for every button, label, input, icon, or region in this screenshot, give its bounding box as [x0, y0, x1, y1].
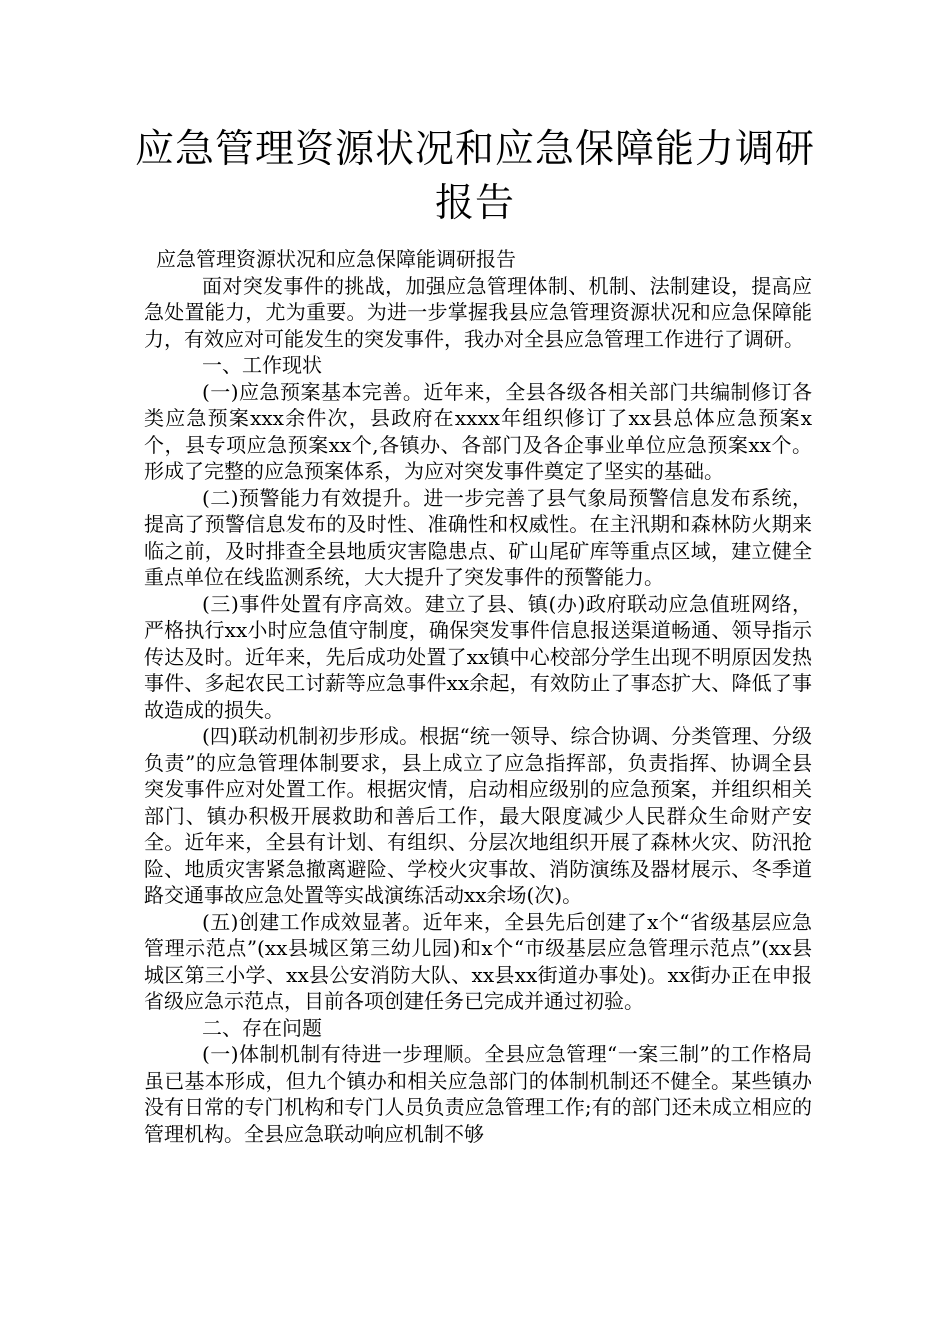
document-subtitle: 应急管理资源状况和应急保障能调研报告 — [156, 247, 516, 271]
paragraph-demonstration-sites: (五)创建工作成效显著。近年来，全县先后创建了x个“省级基层应急管理示范点”(xx县城区第三幼儿园)和x个“市级基层应急管理示范点”(xx县城区第三小学、xx县公安消防大队、xx县xx街道办事处)。xx街办正在申报省级应急示范点，目前各项创建任务已完成并通过初验。 — [144, 909, 812, 1013]
section-heading-problems: 二、存在问题 — [202, 1015, 322, 1040]
paragraph-system-mechanism: (一)体制机制有待进一步理顺。全县应急管理“一案三制”的工作格局虽已基本形成，但九个镇办和相关应急部门的体制机制还不健全。某些镇办没有日常的专门机构和专门人员负责应急管理工作;有的部门还未成立相应的管理机构。全县应急联动响应机制不够 — [144, 1042, 812, 1146]
paragraph-incident-handling: (三)事件处置有序高效。建立了县、镇(办)政府联动应急值班网络，严格执行xx小时应急值守制度，确保突发事件信息报送渠道畅通、领导指示传达及时。近年来，先后成功处置了xx镇中心校部分学生出现不明原因发热事件、多起农民工讨薪等应急事件xx余起，有效防止了事态扩大、降低了事故造成的损失。 — [144, 591, 812, 722]
paragraph-linkage-mechanism: (四)联动机制初步形成。根据“统一领导、综合协调、分类管理、分级负责”的应急管理体制要求，县上成立了应急指挥部，负责指挥、协调全县突发事件应对处置工作。根据灾情，启动相应级别的应急预案，并组织相关部门、镇办积极开展救助和善后工作，最大限度减少人民群众生命财产安全。近年来，全县有计划、有组织、分层次地组织开展了森林火灾、防汛抢险、地质灾害紧急撤离避险、学校火灾事故、消防演练及器材展示、冬季道路交通事故应急处置等实战演练活动xx余场(次)。 — [144, 724, 812, 907]
document-title: 应急管理资源状况和应急保障能力调研报告 — [134, 127, 815, 226]
document-body — [144, 246, 812, 1147]
paragraph-emergency-plans: (一)应急预案基本完善。近年来，全县各级各相关部门共编制修订各类应急预案xxx余件次，县政府在xxxx年组织修订了xx县总体应急预案x个，县专项应急预案xx个,各镇办、各部门及各企事业单位应急预案xx个。形成了完整的应急预案体系，为应对突发事件奠定了坚实的基础。 — [144, 379, 812, 483]
intro-paragraph: 面对突发事件的挑战，加强应急管理体制、机制、法制建设，提高应急处置能力，尤为重要。为进一步掌握我县应急管理资源状况和应急保障能力，有效应对可能发生的突发事件，我办对全县应急管理工作进行了调研。 — [144, 273, 812, 351]
section-heading-current-status: 一、工作现状 — [202, 353, 322, 377]
paragraph-early-warning: (二)预警能力有效提升。进一步完善了县气象局预警信息发布系统，提高了预警信息发布的及时性、准确性和权威性。在主汛期和森林防火期来临之前，及时排查全县地质灾害隐患点、矿山尾矿库等重点区域，建立健全重点单位在线监测系统，大大提升了突发事件的预警能力。 — [144, 485, 812, 589]
